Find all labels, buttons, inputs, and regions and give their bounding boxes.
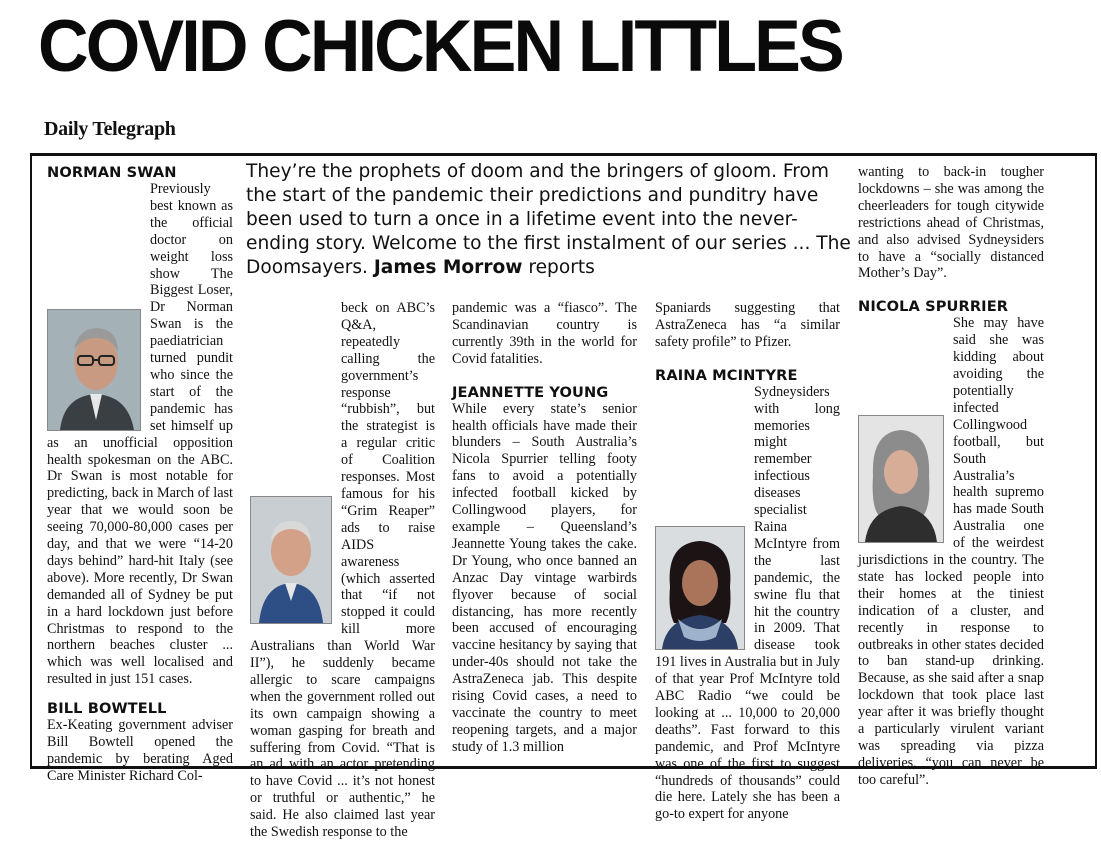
- intro-text: They’re the prophets of doom and the bringers of gloom. From the start of the pandemic their predictions and punditry have been used to turn a once in a lifetime event into the never-ending story. Welcome to the first instalment of our series ... The Doomsayers.: [246, 161, 851, 278]
- section-heading-bill-bowtell: BILL BOWTELL: [47, 700, 167, 718]
- section-heading-raina-mcintyre: RAINA MCINTYRE: [655, 366, 798, 384]
- raina-mcintyre-text: Sydneysiders with long memories might remember infectious diseases specialist Raina McIntyre from the last pandemic, the swine flu that hit the country in 2009. That disease took 191 lives in Australia but in July of that year Prof McIntyre told ABC Radio “we could be looking at ... 10,000 to 20,000 deaths”. Fast forward to this pandemic, and Prof McIntyre was one of the first to suggest “hundreds of thousands” could die here. Lately she has been a go-to expert for anyone: [655, 383, 840, 823]
- column-5: [858, 164, 1044, 789]
- column-3: [452, 300, 637, 756]
- bill-bowtell-text-part3: pandemic was a “fiasco”. The Scandinavian country is currently 39th in the world for Covid fatalities.: [452, 300, 637, 367]
- bill-bowtell-text-part2: beck on ABC’s Q&A, repeatedly calling the government’s response “rubbish”, but the strategist is a regular critic of Coalition responses. Most famous for his “Grim Reaper” ads to raise AIDS awareness (which asserted that “if not stopped it could kill more Australians than World War II”), he suddenly became allergic to scare campaigns when the government rolled out its own campaign showing a woman gasping for breath and suffering from Covid. “That is an ad with an actor pretending to have Covid ... it’s not honest or truthful or authentic,” he said. He also claimed last year the Swedish response to the: [250, 300, 435, 841]
- photo-norman-swan: [47, 309, 141, 431]
- headline: COVID CHICKEN LITTLES: [38, 6, 842, 87]
- section-heading-jeannette-young: JEANNETTE YOUNG: [452, 383, 609, 401]
- photo-bill-bowtell: [250, 496, 332, 624]
- norman-swan-text: Previously best known as the official doctor on weight loss show The Biggest Loser, Dr Norman Swan is the paediatrician turned pundit who since the start of the pandemic has set himself up as an unofficial opposition health spokesman on the ABC. Dr Swan is most notable for predicting, back in March of last year that we would soon be seeing 70,000-80,000 cases per day, and that we were “14-20 days behind” hard-hit Italy (see above). More recently, Dr Swan demanded all of Sydney be put in a hard lockdown just before Christmas to respond to the northern beaches cluster ... which was well localised and resulted in just 151 cases.: [47, 181, 233, 688]
- nicola-spurrier-text: She may have said she was kidding about avoiding the potentially infected Collingwood football, but South Australia’s health supremo has made South Australia one of the weirdest jurisdictions in the country. The state has locked people into their homes at the tiniest indication of a cluster, and recently in response to outbreaks in other states decided to ban stand-up drinking. Because, as she said after a snap lockdown that took place last year after it was briefly thought a particularly virulent variant was spreading via pizza deliveries, “you can never be too careful”.: [858, 315, 1044, 788]
- norman-swan-body: [47, 181, 233, 688]
- section-heading-norman-swan: NORMAN SWAN: [47, 164, 177, 181]
- bill-bowtell-text-part1: Ex-Keating government adviser Bill Bowtell opened the pandemic by berating Aged Care Minister Richard Col-: [47, 717, 233, 784]
- byline-reports: reports: [528, 257, 595, 278]
- photo-raina-mcintyre: [655, 526, 745, 650]
- byline: James Morrow: [373, 257, 523, 278]
- portrait-norman-swan-icon: [48, 310, 140, 430]
- portrait-raina-mcintyre-icon: [656, 527, 744, 649]
- column-1: [47, 164, 233, 785]
- section-heading-nicola-spurrier: NICOLA SPURRIER: [858, 298, 1009, 316]
- column-4: [655, 300, 840, 823]
- masthead-text: Daily Telegraph: [44, 118, 176, 140]
- column-2: [250, 300, 435, 841]
- jeannette-young-text: While every state’s senior health officials have made their blunders – South Australia’s Nicola Spurrier telling footy fans to avoid a potentially infected football kicked by Collingwood players, for example – Queensland’s Jeannette Young takes the cake. Dr Young, who once banned an Anzac Day vintage warbirds flyover because of social distancing, has more recently been accused of encouraging vaccine hesitancy by saying that under-40s should not take the AstraZeneca jab. This despite rising Covid cases, a need to vaccinate the country to meet reopening targets, and a major study of 1.3 million: [452, 400, 637, 755]
- raina-mcintyre-text-cont: wanting to back-in tougher lockdowns – she was among the cheerleaders for tough citywide restrictions ahead of Christmas, and also advised Sydneysiders to have a “socially distanced Mother’s Day”.: [858, 164, 1044, 282]
- portrait-bill-bowtell-icon: [251, 497, 331, 623]
- photo-nicola-spurrier: [858, 415, 944, 543]
- jeannette-young-text-cont: Spaniards suggesting that AstraZeneca has “a similar safety profile” to Pfizer.: [655, 300, 840, 350]
- masthead-logo: [44, 118, 176, 141]
- intro-deck: [246, 160, 854, 280]
- portrait-nicola-spurrier-icon: [859, 416, 943, 542]
